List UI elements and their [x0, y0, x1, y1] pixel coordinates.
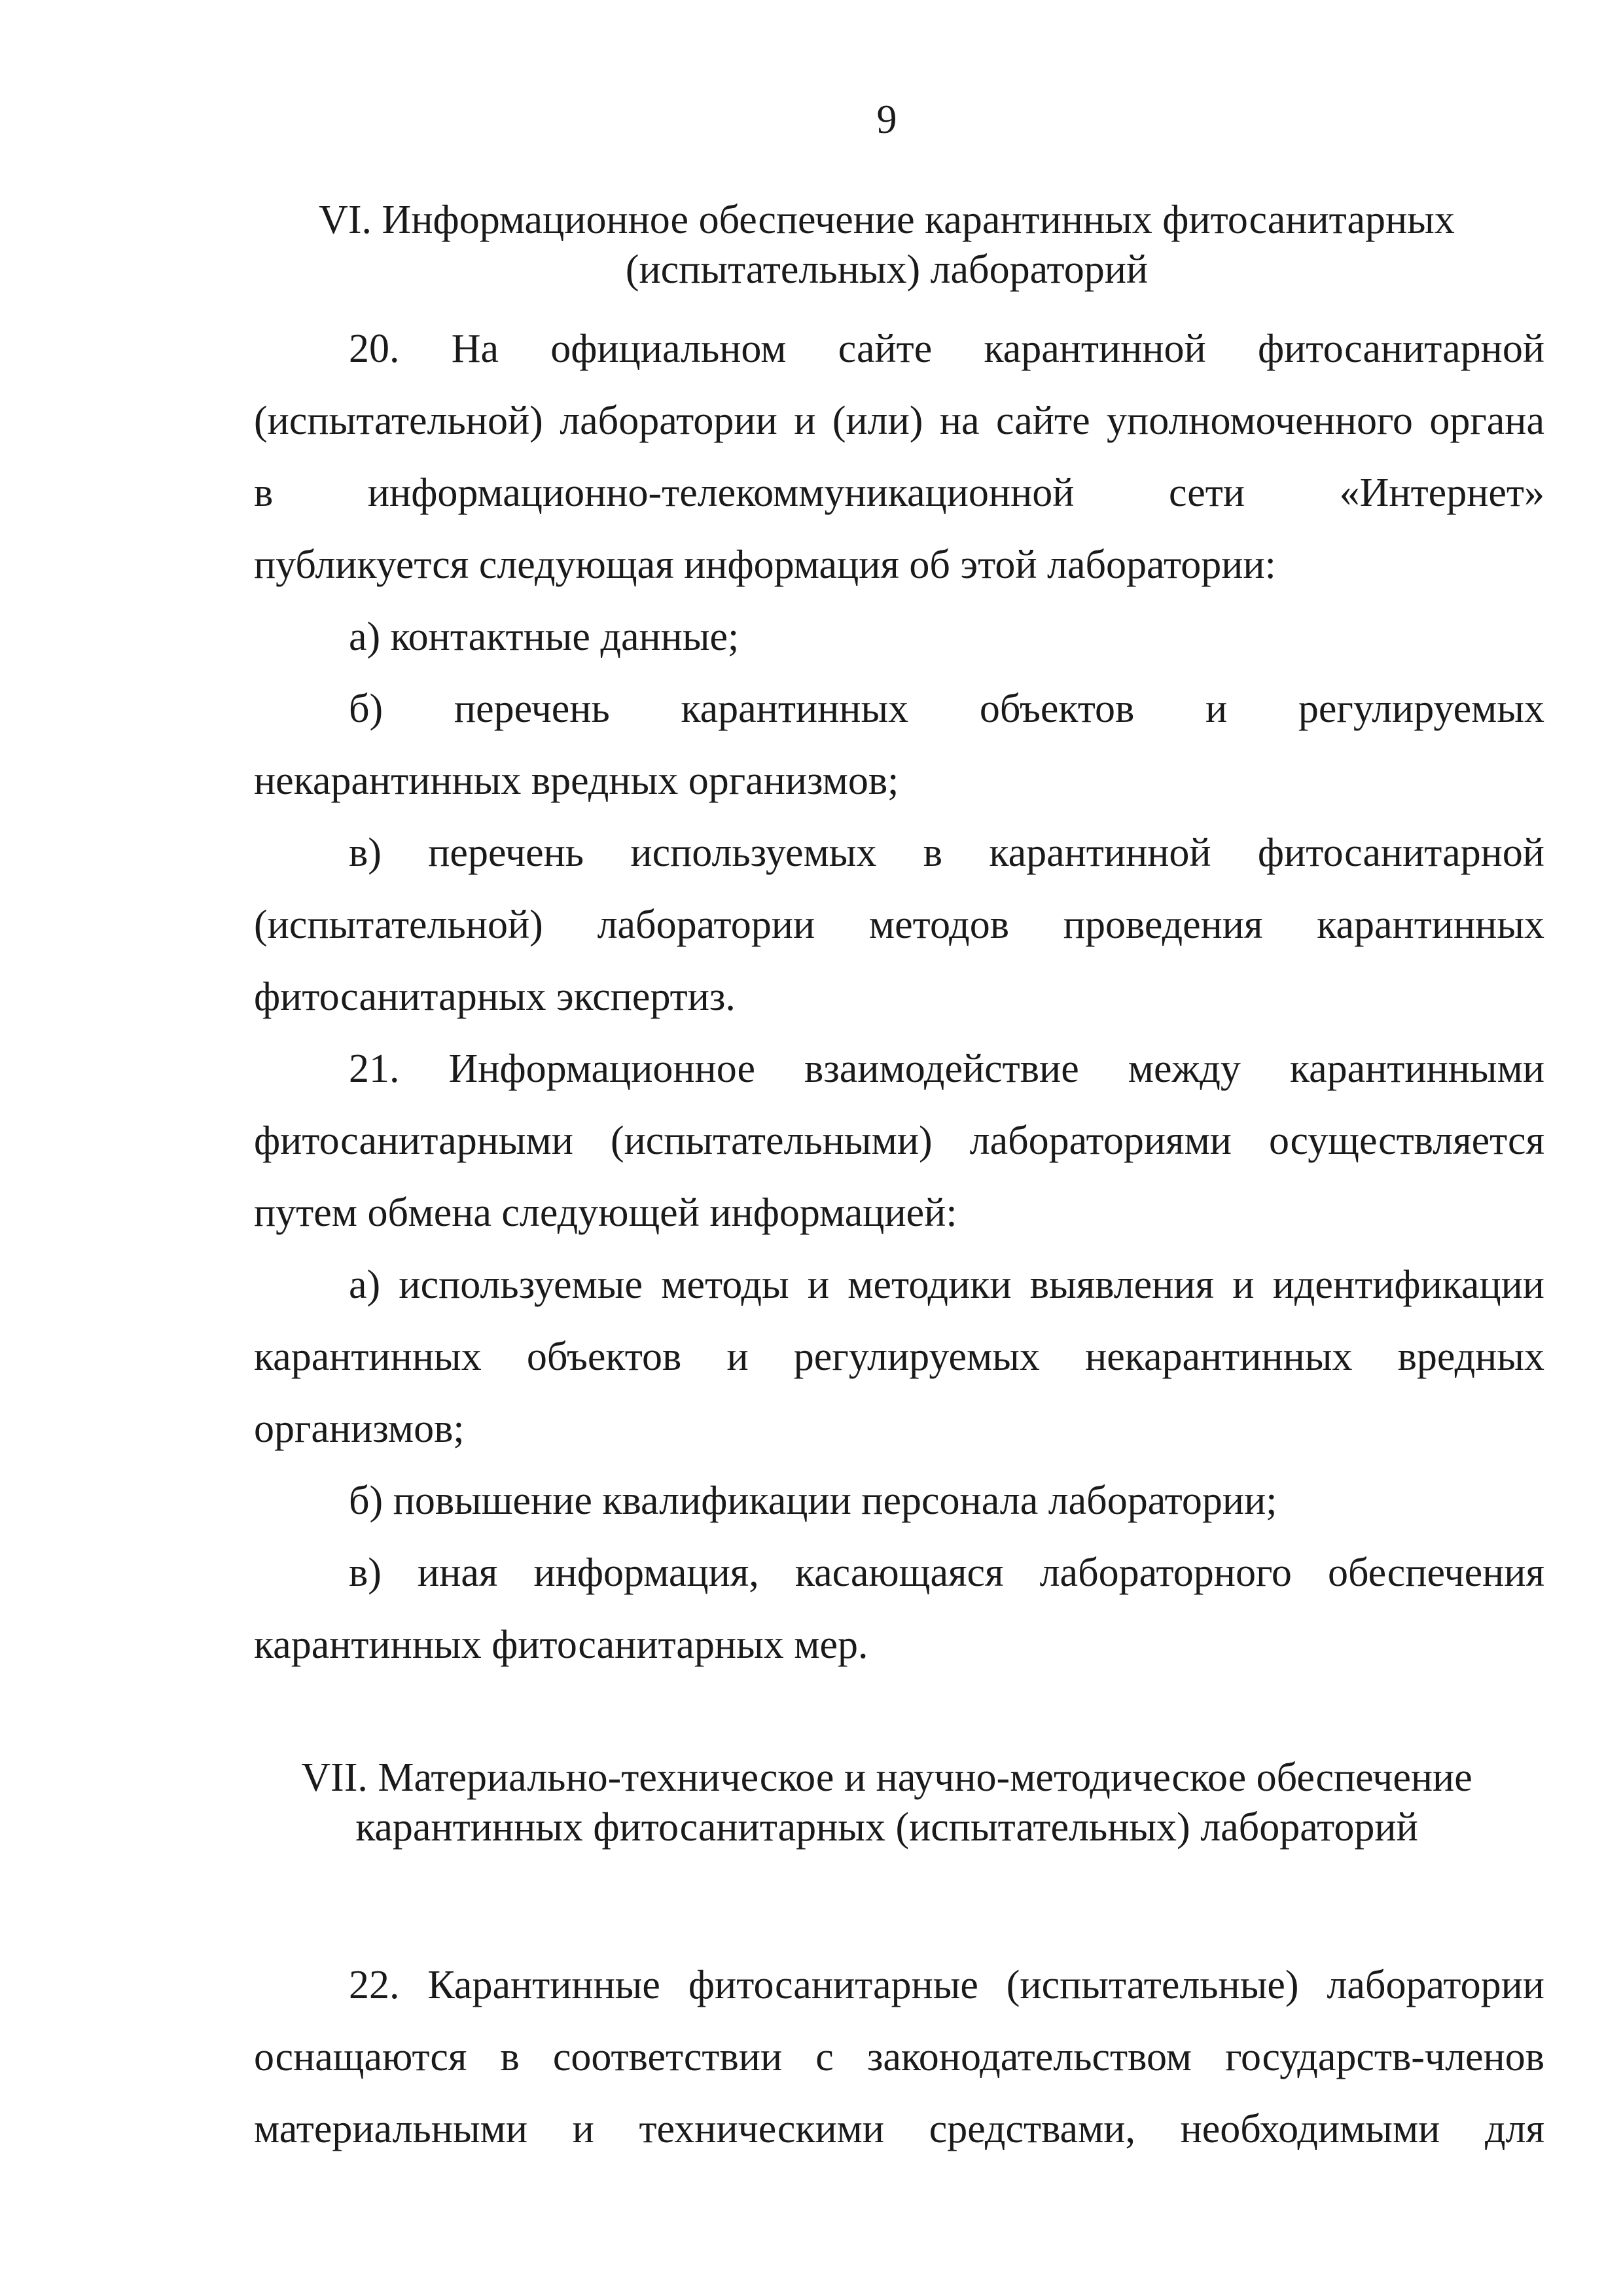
- paragraph-20v-line-3: фитосанитарных экспертиз.: [254, 975, 736, 1019]
- paragraph-21b: б) повышение квалификации персонала лаборатории;: [349, 1479, 1277, 1523]
- paragraph-20-line-1: 20. На официальном сайте карантинной фитосанитарной: [349, 327, 1544, 371]
- paragraph-22-line-2: оснащаются в соответствии с законодательством государств-членов: [254, 2035, 1544, 2079]
- section-7-heading-line-2: карантинных фитосанитарных (испытательных) лабораторий: [355, 1805, 1418, 1850]
- paragraph-22-line-1: 22. Карантинные фитосанитарные (испытательные) лаборатории: [349, 1963, 1544, 2007]
- paragraph-20v-line-2: (испытательной) лаборатории методов проведения карантинных: [254, 903, 1544, 947]
- paragraph-22-line-3: материальными и техническими средствами, необходимыми для: [254, 2107, 1544, 2151]
- paragraph-21v-line-2: карантинных фитосанитарных мер.: [254, 1623, 868, 1667]
- paragraph-20v-line-1: в) перечень используемых в карантинной фитосанитарной: [349, 831, 1544, 875]
- section-6-heading: [0, 195, 1623, 295]
- paragraph-21a-line-2: карантинных объектов и регулируемых некарантинных вредных: [254, 1335, 1544, 1379]
- paragraph-20b-line-1: б) перечень карантинных объектов и регулируемых: [349, 687, 1544, 731]
- paragraph-21a-line-1: а) используемые методы и методики выявления и идентификации: [349, 1263, 1544, 1307]
- section-6-heading-line-2: (испытательных) лабораторий: [625, 247, 1149, 292]
- paragraph-20-line-4: публикуется следующая информация об этой лаборатории:: [254, 543, 1276, 587]
- paragraph-20a: а) контактные данные;: [349, 615, 740, 659]
- paragraph-21-line-1: 21. Информационное взаимодействие между карантинными: [349, 1047, 1544, 1091]
- paragraph-21a-line-3: организмов;: [254, 1407, 465, 1451]
- section-7-heading: [0, 1753, 1623, 1852]
- section-6-heading-line-1: VI. Информационное обеспечение карантинных фитосанитарных: [319, 198, 1455, 242]
- page-number: 9: [876, 98, 897, 142]
- paragraph-20-line-2: (испытательной) лаборатории и (или) на сайте уполномоченного органа: [254, 399, 1544, 443]
- section-7-body: [254, 1949, 1544, 2165]
- paragraph-21-line-2: фитосанитарными (испытательными) лабораториями осуществляется: [254, 1119, 1544, 1163]
- paragraph-20-line-3: в информационно-телекоммуникационной сети «Интернет»: [254, 471, 1544, 515]
- section-7-heading-line-1: VII. Материально-техническое и научно-методическое обеспечение: [301, 1755, 1472, 1800]
- paragraph-21-line-3: путем обмена следующей информацией:: [254, 1191, 957, 1235]
- paragraph-21v-line-1: в) иная информация, касающаяся лабораторного обеспечения: [349, 1551, 1544, 1595]
- section-6-body: [254, 313, 1544, 1681]
- paragraph-20b-line-2: некарантинных вредных организмов;: [254, 759, 899, 803]
